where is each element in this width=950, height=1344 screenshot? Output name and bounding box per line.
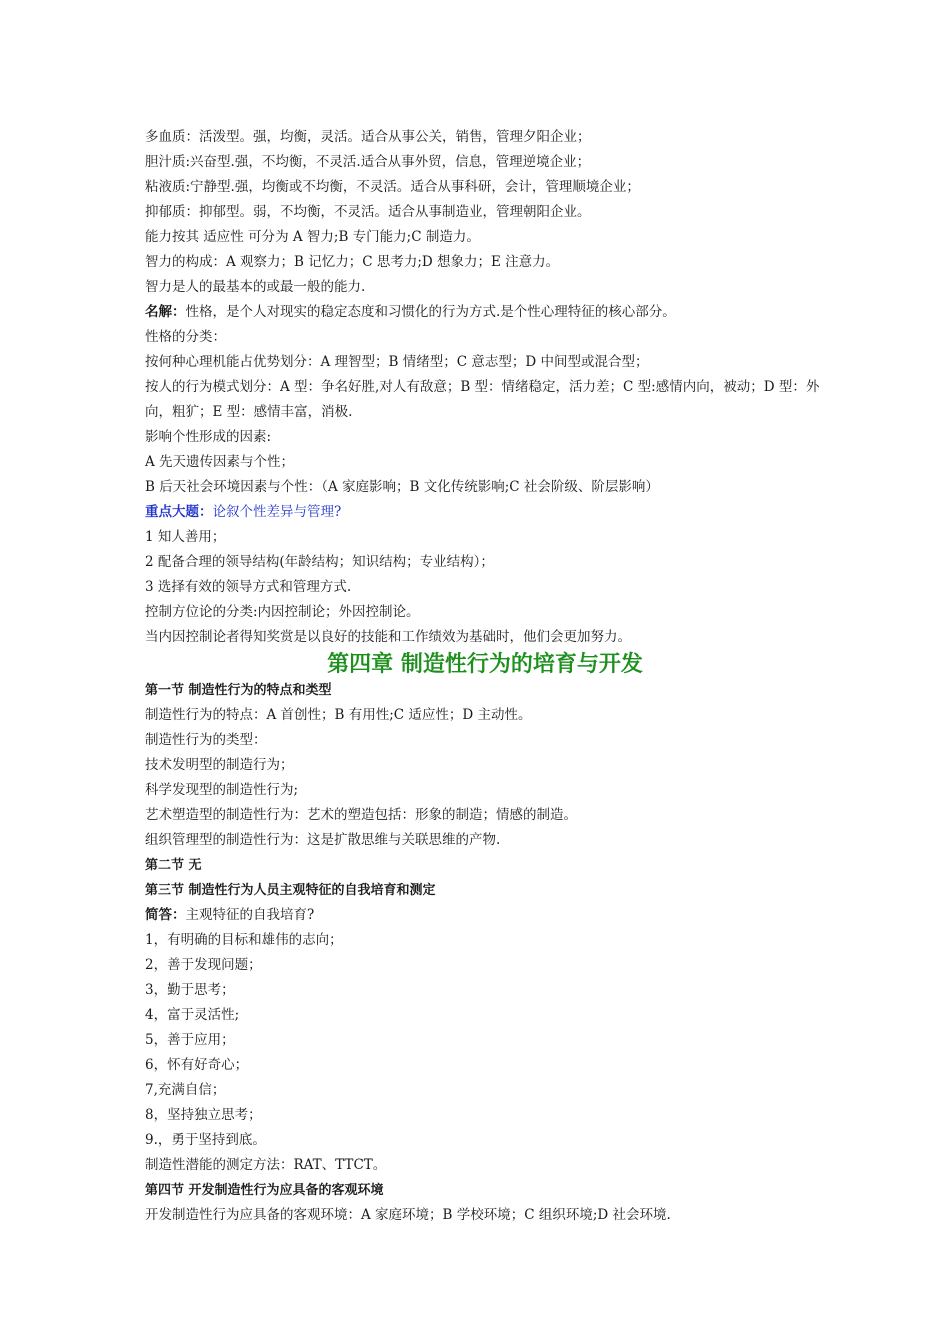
section-heading: 第三节 制造性行为人员主观特征的自我培育和测定 [145,883,436,898]
key-question-label: 重点大题： [145,504,213,520]
text-line: 智力是人的最基本的或最一般的能力. [145,279,366,295]
list-item: 2，善于发现问题； [145,957,262,973]
list-item: 8，坚持独立思考； [145,1107,262,1123]
list-item: 6，怀有好奇心； [145,1057,249,1073]
text-line: 制造性行为的类型： [145,732,267,748]
list-item: 4，富于灵活性; [145,1007,240,1023]
text-line: 开发制造性行为应具备的客观环境：A 家庭环境；B 学校环境；C 组织环境;D 社会环境. [145,1207,671,1223]
key-question-text: 论叙个性差异与管理? [212,504,342,520]
text-line: 按何种心理机能占优势划分：A 理智型；B 情绪型；C 意志型；D 中间型或混合型； [145,354,649,370]
text-line: 组织管理型的制造性行为：这是扩散思维与关联思维的产物. [145,832,501,848]
short-answer-label: 简答： [145,907,186,923]
text-line: 影响个性形成的因素: [145,429,272,445]
text-line: 多血质：活泼型。强，均衡，灵活。适合从事公关，销售，管理夕阳企业； [145,129,591,145]
key-question-line [145,500,825,525]
list-item: 3，勤于思考； [145,982,235,998]
text-line: 性格的分类： [145,329,226,345]
text-line: 制造性行为的特点：A 首创性；B 有用性;C 适应性；D 主动性。 [145,707,532,723]
section-heading: 第四节 开发制造性行为应具备的客观环境 [145,1183,384,1198]
text-line: 2 配备合理的领导结构(年龄结构；知识结构；专业结构）； [145,554,494,570]
text-line: 抑郁质：抑郁型。弱，不均衡，不灵活。适合从事制造业，管理朝阳企业。 [145,204,591,220]
text-line: 粘液质:宁静型.强，均衡或不均衡，不灵活。适合从事科研，会计，管理顺境企业； [145,179,640,195]
text-line: 3 选择有效的领导方式和管理方式. [145,579,352,595]
list-item: 9.，勇于坚持到底。 [145,1132,266,1148]
text-line: 智力的构成：A 观察力；B 记忆力；C 思考力;D 想象力；E 注意力。 [145,254,560,270]
short-answer-line [145,903,825,928]
list-item: 1，有明确的目标和雄伟的志向； [145,932,343,948]
text-line: 科学发现型的制造性行为; [145,782,299,798]
behavior-mode-paragraph: 按人的行为模式划分：A 型：争名好胜,对人有敌意；B 型：情绪稳定，活力差；C 型:感情内向，被动；D 型：外向，粗犷；E 型：感情丰富，消极. [145,379,820,420]
text-line: 技术发明型的制造行为； [145,757,294,773]
list-item: 7,充满自信； [145,1082,226,1098]
text-line: 控制方位论的分类:内因控制论；外因控制论。 [145,604,420,620]
section-heading: 第一节 制造性行为的特点和类型 [145,683,332,698]
definition-text: 性格，是个人对现实的稳定态度和习惯化的行为方式.是个性心理特征的核心部分。 [185,304,676,320]
text-line: 艺术塑造型的制造性行为：艺术的塑造包括：形象的制造；情感的制造。 [145,807,577,823]
short-answer-text: 主观特征的自我培育? [185,907,315,923]
text-line: 胆汁质:兴奋型.强，不均衡，不灵活.适合从事外贸，信息，管理逆境企业； [145,154,591,170]
text-line: A 先天遗传因素与个性； [145,454,295,470]
definition-label: 名解： [145,304,186,320]
document-page [145,125,825,1228]
chapter-title: 第四章 制造性行为的培育与开发 [327,652,643,677]
text-line: B 后天社会环境因素与个性：（A 家庭影响；B 文化传统影响;C 社会阶级、阶层影响） [145,479,659,495]
text-line: 1 知人善用； [145,529,226,545]
definition-line [145,300,825,325]
list-item: 5，善于应用； [145,1032,235,1048]
section-heading: 第二节 无 [145,858,202,873]
text-line: 制造性潜能的测定方法：RAT、TTCT。 [145,1157,387,1173]
text-line: 当内因控制论者得知奖赏是以良好的技能和工作绩效为基础时，他们会更加努力。 [145,629,631,645]
text-line: 能力按其 适应性 可分为 A 智力;B 专门能力;C 制造力。 [145,229,480,245]
